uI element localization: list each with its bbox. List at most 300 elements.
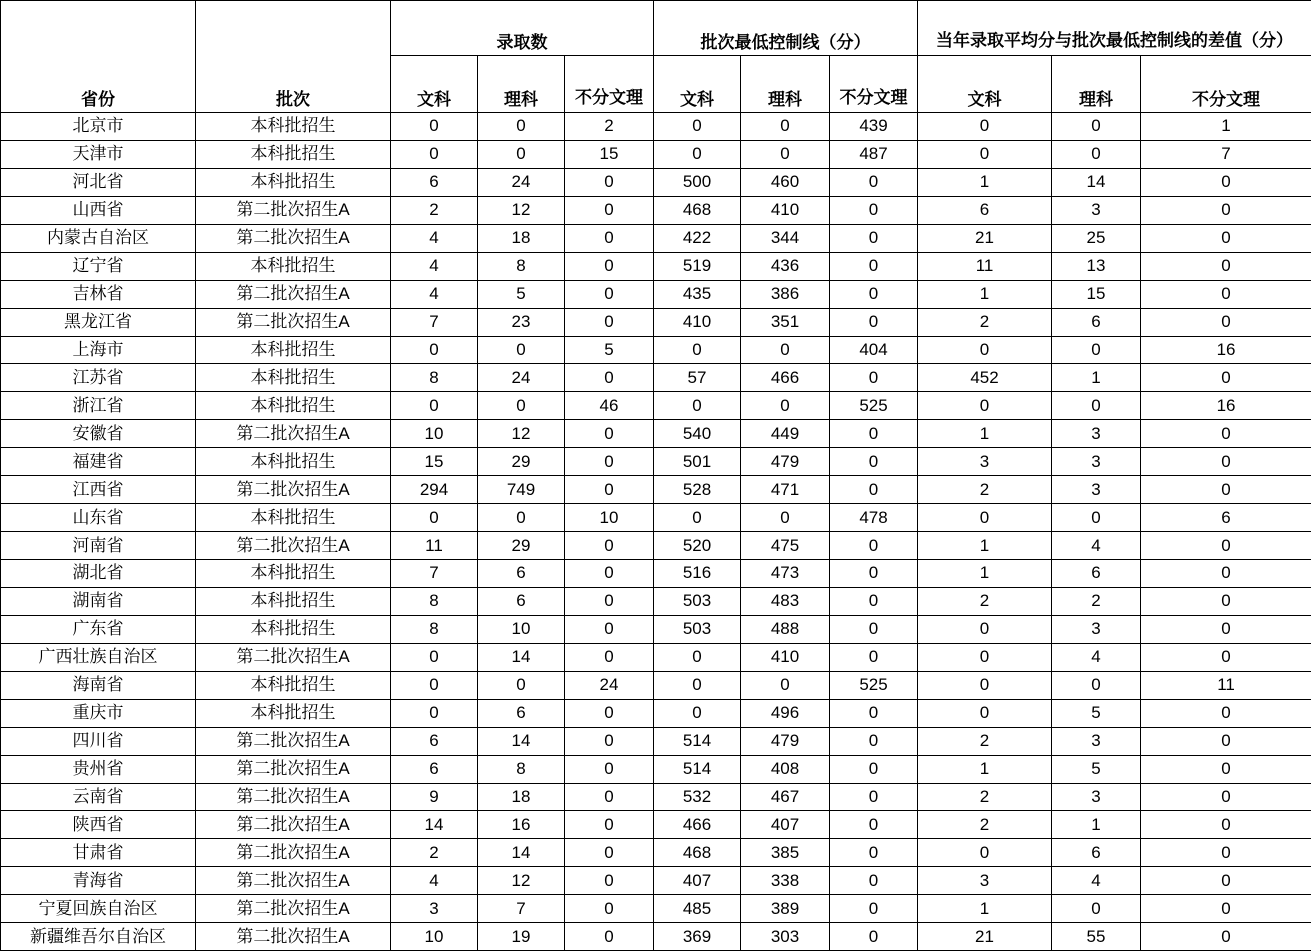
cell-batch: 第二批次招生A: [196, 420, 391, 448]
cell-batch: 本科批招生: [196, 699, 391, 727]
cell-admitted-science: 18: [478, 783, 565, 811]
cell-admitted-science: 5: [478, 280, 565, 308]
cell-min-liberal: 532: [654, 783, 741, 811]
cell-admitted-liberal: 4: [391, 252, 478, 280]
cell-admitted-liberal: 0: [391, 113, 478, 141]
cell-min-liberal: 0: [654, 699, 741, 727]
cell-min-liberal: 516: [654, 560, 741, 588]
cell-min-science: 449: [741, 420, 830, 448]
cell-admitted-liberal: 4: [391, 280, 478, 308]
cell-admitted-combined: 0: [565, 448, 654, 476]
cell-min-combined: 0: [830, 811, 918, 839]
cell-admitted-combined: 0: [565, 476, 654, 504]
cell-diff-liberal: 0: [918, 699, 1052, 727]
cell-admitted-liberal: 7: [391, 308, 478, 336]
cell-admitted-science: 12: [478, 196, 565, 224]
cell-province: 青海省: [1, 867, 196, 895]
cell-min-science: 479: [741, 448, 830, 476]
cell-diff-liberal: 2: [918, 811, 1052, 839]
cell-diff-science: 0: [1052, 392, 1141, 420]
cell-min-liberal: 519: [654, 252, 741, 280]
cell-min-science: 408: [741, 755, 830, 783]
cell-admitted-combined: 15: [565, 140, 654, 168]
cell-admitted-liberal: 10: [391, 923, 478, 951]
cell-diff-combined: 16: [1141, 392, 1311, 420]
cell-min-science: 410: [741, 196, 830, 224]
cell-diff-science: 25: [1052, 224, 1141, 252]
table-row: [1, 727, 1311, 755]
cell-province: 湖南省: [1, 587, 196, 615]
cell-diff-liberal: 2: [918, 727, 1052, 755]
header-admitted: 录取数: [391, 1, 654, 56]
cell-min-science: 436: [741, 252, 830, 280]
cell-admitted-science: 6: [478, 560, 565, 588]
cell-diff-liberal: 3: [918, 448, 1052, 476]
cell-admitted-liberal: 6: [391, 168, 478, 196]
cell-min-science: 488: [741, 615, 830, 643]
cell-diff-science: 0: [1052, 113, 1141, 141]
header-min-liberal: 文科: [654, 56, 741, 113]
cell-batch: 第二批次招生A: [196, 727, 391, 755]
cell-admitted-liberal: 11: [391, 532, 478, 560]
cell-min-science: 0: [741, 504, 830, 532]
cell-diff-science: 3: [1052, 727, 1141, 755]
cell-province: 陕西省: [1, 811, 196, 839]
cell-min-liberal: 503: [654, 615, 741, 643]
cell-diff-science: 14: [1052, 168, 1141, 196]
cell-admitted-science: 14: [478, 839, 565, 867]
cell-min-combined: 0: [830, 867, 918, 895]
header-min-combined: 不分文理: [830, 56, 918, 113]
cell-admitted-liberal: 0: [391, 392, 478, 420]
cell-admitted-combined: 0: [565, 699, 654, 727]
cell-admitted-science: 6: [478, 587, 565, 615]
cell-diff-liberal: 0: [918, 839, 1052, 867]
cell-province: 北京市: [1, 113, 196, 141]
cell-diff-combined: 7: [1141, 140, 1311, 168]
cell-min-liberal: 485: [654, 895, 741, 923]
cell-diff-combined: 0: [1141, 699, 1311, 727]
cell-province: 江西省: [1, 476, 196, 504]
table-row: [1, 308, 1311, 336]
cell-diff-liberal: 2: [918, 476, 1052, 504]
cell-admitted-science: 10: [478, 615, 565, 643]
cell-min-science: 460: [741, 168, 830, 196]
table-row: [1, 615, 1311, 643]
header-admitted-combined: 不分文理: [565, 56, 654, 113]
cell-province: 广东省: [1, 615, 196, 643]
cell-batch: 第二批次招生A: [196, 895, 391, 923]
header-diff-science: 理科: [1052, 56, 1141, 113]
cell-min-combined: 487: [830, 140, 918, 168]
cell-diff-science: 2: [1052, 587, 1141, 615]
header-diff-liberal: 文科: [918, 56, 1052, 113]
cell-admitted-liberal: 6: [391, 755, 478, 783]
cell-diff-combined: 0: [1141, 839, 1311, 867]
cell-min-liberal: 466: [654, 811, 741, 839]
cell-min-liberal: 514: [654, 727, 741, 755]
cell-admitted-science: 24: [478, 168, 565, 196]
header-min-science: 理科: [741, 56, 830, 113]
cell-min-combined: 439: [830, 113, 918, 141]
cell-admitted-science: 0: [478, 113, 565, 141]
cell-min-liberal: 369: [654, 923, 741, 951]
cell-diff-liberal: 1: [918, 168, 1052, 196]
cell-batch: 第二批次招生A: [196, 755, 391, 783]
cell-batch: 本科批招生: [196, 113, 391, 141]
cell-batch: 本科批招生: [196, 140, 391, 168]
cell-min-liberal: 410: [654, 308, 741, 336]
cell-diff-science: 5: [1052, 699, 1141, 727]
cell-min-science: 0: [741, 671, 830, 699]
cell-province: 江苏省: [1, 364, 196, 392]
cell-province: 四川省: [1, 727, 196, 755]
table-row: [1, 392, 1311, 420]
cell-min-combined: 0: [830, 727, 918, 755]
table-row: [1, 560, 1311, 588]
cell-diff-science: 5: [1052, 755, 1141, 783]
cell-admitted-combined: 0: [565, 923, 654, 951]
cell-min-science: 466: [741, 364, 830, 392]
cell-admitted-science: 14: [478, 643, 565, 671]
cell-admitted-combined: 0: [565, 643, 654, 671]
cell-admitted-science: 0: [478, 671, 565, 699]
table-row: [1, 224, 1311, 252]
cell-batch: 第二批次招生A: [196, 532, 391, 560]
cell-batch: 第二批次招生A: [196, 783, 391, 811]
cell-admitted-combined: 0: [565, 895, 654, 923]
cell-diff-liberal: 1: [918, 560, 1052, 588]
cell-diff-liberal: 0: [918, 643, 1052, 671]
cell-diff-liberal: 1: [918, 420, 1052, 448]
cell-min-liberal: 503: [654, 587, 741, 615]
cell-min-liberal: 540: [654, 420, 741, 448]
cell-province: 浙江省: [1, 392, 196, 420]
cell-diff-combined: 0: [1141, 727, 1311, 755]
cell-min-combined: 525: [830, 671, 918, 699]
cell-min-liberal: 0: [654, 336, 741, 364]
cell-admitted-combined: 0: [565, 560, 654, 588]
cell-diff-liberal: 2: [918, 308, 1052, 336]
cell-min-combined: 0: [830, 280, 918, 308]
cell-min-liberal: 407: [654, 867, 741, 895]
table-row: [1, 671, 1311, 699]
cell-min-combined: 0: [830, 224, 918, 252]
cell-batch: 第二批次招生A: [196, 476, 391, 504]
cell-batch: 本科批招生: [196, 392, 391, 420]
table-row: [1, 895, 1311, 923]
cell-diff-liberal: 0: [918, 671, 1052, 699]
cell-diff-combined: 0: [1141, 532, 1311, 560]
cell-min-science: 410: [741, 643, 830, 671]
cell-admitted-liberal: 2: [391, 839, 478, 867]
table-row: [1, 364, 1311, 392]
cell-admitted-science: 23: [478, 308, 565, 336]
cell-min-combined: 0: [830, 476, 918, 504]
cell-diff-liberal: 1: [918, 532, 1052, 560]
cell-min-combined: 404: [830, 336, 918, 364]
cell-min-liberal: 0: [654, 504, 741, 532]
cell-province: 天津市: [1, 140, 196, 168]
table-row: [1, 923, 1311, 951]
cell-province: 福建省: [1, 448, 196, 476]
table-row: [1, 168, 1311, 196]
cell-diff-liberal: 0: [918, 504, 1052, 532]
cell-diff-combined: 0: [1141, 448, 1311, 476]
cell-min-science: 496: [741, 699, 830, 727]
table-row: [1, 448, 1311, 476]
cell-admitted-liberal: 4: [391, 224, 478, 252]
cell-diff-combined: 0: [1141, 811, 1311, 839]
cell-diff-combined: 6: [1141, 504, 1311, 532]
cell-admitted-combined: 0: [565, 532, 654, 560]
cell-batch: 第二批次招生A: [196, 839, 391, 867]
cell-province: 安徽省: [1, 420, 196, 448]
cell-admitted-liberal: 0: [391, 671, 478, 699]
cell-min-combined: 0: [830, 364, 918, 392]
cell-diff-liberal: 0: [918, 140, 1052, 168]
cell-min-combined: 0: [830, 587, 918, 615]
cell-admitted-science: 0: [478, 504, 565, 532]
table-row: [1, 336, 1311, 364]
cell-min-combined: 525: [830, 392, 918, 420]
table-row: [1, 587, 1311, 615]
cell-diff-liberal: 21: [918, 224, 1052, 252]
cell-admitted-science: 8: [478, 755, 565, 783]
cell-diff-combined: 0: [1141, 923, 1311, 951]
cell-diff-science: 6: [1052, 308, 1141, 336]
cell-admitted-science: 29: [478, 448, 565, 476]
cell-province: 甘肃省: [1, 839, 196, 867]
cell-min-combined: 0: [830, 560, 918, 588]
cell-min-combined: 0: [830, 532, 918, 560]
cell-diff-science: 6: [1052, 560, 1141, 588]
cell-admitted-liberal: 0: [391, 336, 478, 364]
cell-admitted-combined: 0: [565, 615, 654, 643]
cell-diff-liberal: 3: [918, 867, 1052, 895]
cell-admitted-combined: 0: [565, 420, 654, 448]
cell-min-science: 467: [741, 783, 830, 811]
cell-min-science: 338: [741, 867, 830, 895]
cell-admitted-combined: 5: [565, 336, 654, 364]
cell-diff-liberal: 0: [918, 615, 1052, 643]
cell-diff-combined: 0: [1141, 308, 1311, 336]
cell-batch: 第二批次招生A: [196, 923, 391, 951]
cell-diff-liberal: 0: [918, 392, 1052, 420]
cell-diff-combined: 0: [1141, 867, 1311, 895]
cell-batch: 第二批次招生A: [196, 308, 391, 336]
cell-min-science: 483: [741, 587, 830, 615]
cell-diff-combined: 0: [1141, 643, 1311, 671]
table-row: [1, 532, 1311, 560]
cell-admitted-combined: 0: [565, 755, 654, 783]
cell-admitted-science: 14: [478, 727, 565, 755]
cell-diff-combined: 0: [1141, 755, 1311, 783]
cell-diff-science: 15: [1052, 280, 1141, 308]
cell-min-science: 479: [741, 727, 830, 755]
cell-min-science: 389: [741, 895, 830, 923]
cell-admitted-combined: 0: [565, 727, 654, 755]
cell-province: 云南省: [1, 783, 196, 811]
cell-batch: 第二批次招生A: [196, 867, 391, 895]
table-row: [1, 839, 1311, 867]
header-province: 省份: [1, 1, 196, 113]
cell-diff-science: 0: [1052, 504, 1141, 532]
cell-min-combined: 0: [830, 783, 918, 811]
cell-min-liberal: 520: [654, 532, 741, 560]
table-row: [1, 476, 1311, 504]
cell-batch: 本科批招生: [196, 252, 391, 280]
cell-diff-combined: 0: [1141, 168, 1311, 196]
cell-min-science: 386: [741, 280, 830, 308]
cell-province: 吉林省: [1, 280, 196, 308]
cell-admitted-liberal: 0: [391, 699, 478, 727]
header-diff: 当年录取平均分与批次最低控制线的差值（分）: [918, 1, 1311, 56]
cell-admitted-combined: 10: [565, 504, 654, 532]
cell-diff-science: 3: [1052, 420, 1141, 448]
cell-diff-combined: 0: [1141, 280, 1311, 308]
cell-province: 辽宁省: [1, 252, 196, 280]
table-row: [1, 867, 1311, 895]
cell-admitted-science: 29: [478, 532, 565, 560]
cell-diff-combined: 0: [1141, 615, 1311, 643]
cell-province: 海南省: [1, 671, 196, 699]
cell-diff-combined: 0: [1141, 895, 1311, 923]
cell-diff-combined: 0: [1141, 587, 1311, 615]
cell-admitted-combined: 0: [565, 839, 654, 867]
cell-min-combined: 0: [830, 615, 918, 643]
cell-admitted-liberal: 10: [391, 420, 478, 448]
cell-batch: 本科批招生: [196, 671, 391, 699]
cell-min-combined: 0: [830, 420, 918, 448]
cell-min-liberal: 57: [654, 364, 741, 392]
cell-province: 重庆市: [1, 699, 196, 727]
cell-min-combined: 0: [830, 699, 918, 727]
cell-admitted-science: 7: [478, 895, 565, 923]
cell-admitted-science: 0: [478, 336, 565, 364]
cell-batch: 本科批招生: [196, 504, 391, 532]
cell-diff-science: 13: [1052, 252, 1141, 280]
table-row: [1, 643, 1311, 671]
cell-province: 内蒙古自治区: [1, 224, 196, 252]
cell-diff-liberal: 0: [918, 113, 1052, 141]
cell-admitted-combined: 0: [565, 168, 654, 196]
cell-admitted-science: 16: [478, 811, 565, 839]
cell-min-science: 407: [741, 811, 830, 839]
cell-diff-science: 0: [1052, 671, 1141, 699]
cell-min-liberal: 0: [654, 671, 741, 699]
cell-admitted-combined: 0: [565, 224, 654, 252]
cell-diff-combined: 1: [1141, 113, 1311, 141]
cell-diff-combined: 0: [1141, 224, 1311, 252]
cell-min-combined: 0: [830, 168, 918, 196]
cell-min-science: 351: [741, 308, 830, 336]
header-admitted-science: 理科: [478, 56, 565, 113]
cell-admitted-liberal: 2: [391, 196, 478, 224]
cell-min-liberal: 528: [654, 476, 741, 504]
cell-diff-science: 4: [1052, 643, 1141, 671]
cell-diff-liberal: 2: [918, 783, 1052, 811]
cell-diff-science: 0: [1052, 895, 1141, 923]
cell-diff-liberal: 21: [918, 923, 1052, 951]
cell-min-combined: 0: [830, 923, 918, 951]
cell-min-science: 0: [741, 392, 830, 420]
cell-admitted-liberal: 294: [391, 476, 478, 504]
cell-admitted-science: 12: [478, 420, 565, 448]
cell-min-science: 473: [741, 560, 830, 588]
cell-diff-combined: 16: [1141, 336, 1311, 364]
cell-min-science: 344: [741, 224, 830, 252]
cell-admitted-liberal: 7: [391, 560, 478, 588]
table-row: [1, 280, 1311, 308]
table-row: [1, 252, 1311, 280]
cell-diff-liberal: 1: [918, 755, 1052, 783]
cell-min-science: 0: [741, 140, 830, 168]
cell-batch: 本科批招生: [196, 168, 391, 196]
header-diff-combined: 不分文理: [1141, 56, 1311, 113]
cell-admitted-science: 19: [478, 923, 565, 951]
table-body: [1, 113, 1311, 951]
table-row: [1, 783, 1311, 811]
cell-batch: 本科批招生: [196, 615, 391, 643]
cell-diff-combined: 11: [1141, 671, 1311, 699]
cell-diff-science: 1: [1052, 811, 1141, 839]
cell-admitted-liberal: 8: [391, 587, 478, 615]
cell-diff-science: 3: [1052, 196, 1141, 224]
cell-admitted-science: 749: [478, 476, 565, 504]
cell-admitted-combined: 46: [565, 392, 654, 420]
cell-diff-liberal: 2: [918, 587, 1052, 615]
cell-admitted-combined: 0: [565, 867, 654, 895]
cell-province: 上海市: [1, 336, 196, 364]
cell-min-combined: 0: [830, 895, 918, 923]
cell-admitted-liberal: 0: [391, 504, 478, 532]
cell-min-liberal: 0: [654, 140, 741, 168]
cell-admitted-science: 0: [478, 392, 565, 420]
cell-admitted-liberal: 0: [391, 643, 478, 671]
cell-province: 宁夏回族自治区: [1, 895, 196, 923]
cell-admitted-science: 0: [478, 140, 565, 168]
cell-min-science: 471: [741, 476, 830, 504]
cell-diff-science: 3: [1052, 615, 1141, 643]
cell-diff-liberal: 1: [918, 895, 1052, 923]
cell-admitted-combined: 0: [565, 308, 654, 336]
cell-diff-science: 0: [1052, 336, 1141, 364]
table-row: [1, 699, 1311, 727]
cell-diff-liberal: 0: [918, 336, 1052, 364]
cell-province: 河北省: [1, 168, 196, 196]
cell-admitted-combined: 0: [565, 196, 654, 224]
cell-diff-science: 1: [1052, 364, 1141, 392]
cell-min-liberal: 0: [654, 113, 741, 141]
cell-min-liberal: 468: [654, 196, 741, 224]
cell-min-liberal: 435: [654, 280, 741, 308]
cell-min-science: 303: [741, 923, 830, 951]
cell-province: 山东省: [1, 504, 196, 532]
cell-admitted-combined: 0: [565, 252, 654, 280]
cell-diff-combined: 0: [1141, 420, 1311, 448]
cell-diff-science: 3: [1052, 783, 1141, 811]
cell-admitted-liberal: 14: [391, 811, 478, 839]
cell-min-liberal: 500: [654, 168, 741, 196]
cell-diff-liberal: 11: [918, 252, 1052, 280]
table-row: [1, 420, 1311, 448]
cell-diff-science: 3: [1052, 448, 1141, 476]
cell-batch: 第二批次招生A: [196, 643, 391, 671]
table-row: [1, 113, 1311, 141]
cell-batch: 第二批次招生A: [196, 224, 391, 252]
cell-admitted-combined: 0: [565, 587, 654, 615]
